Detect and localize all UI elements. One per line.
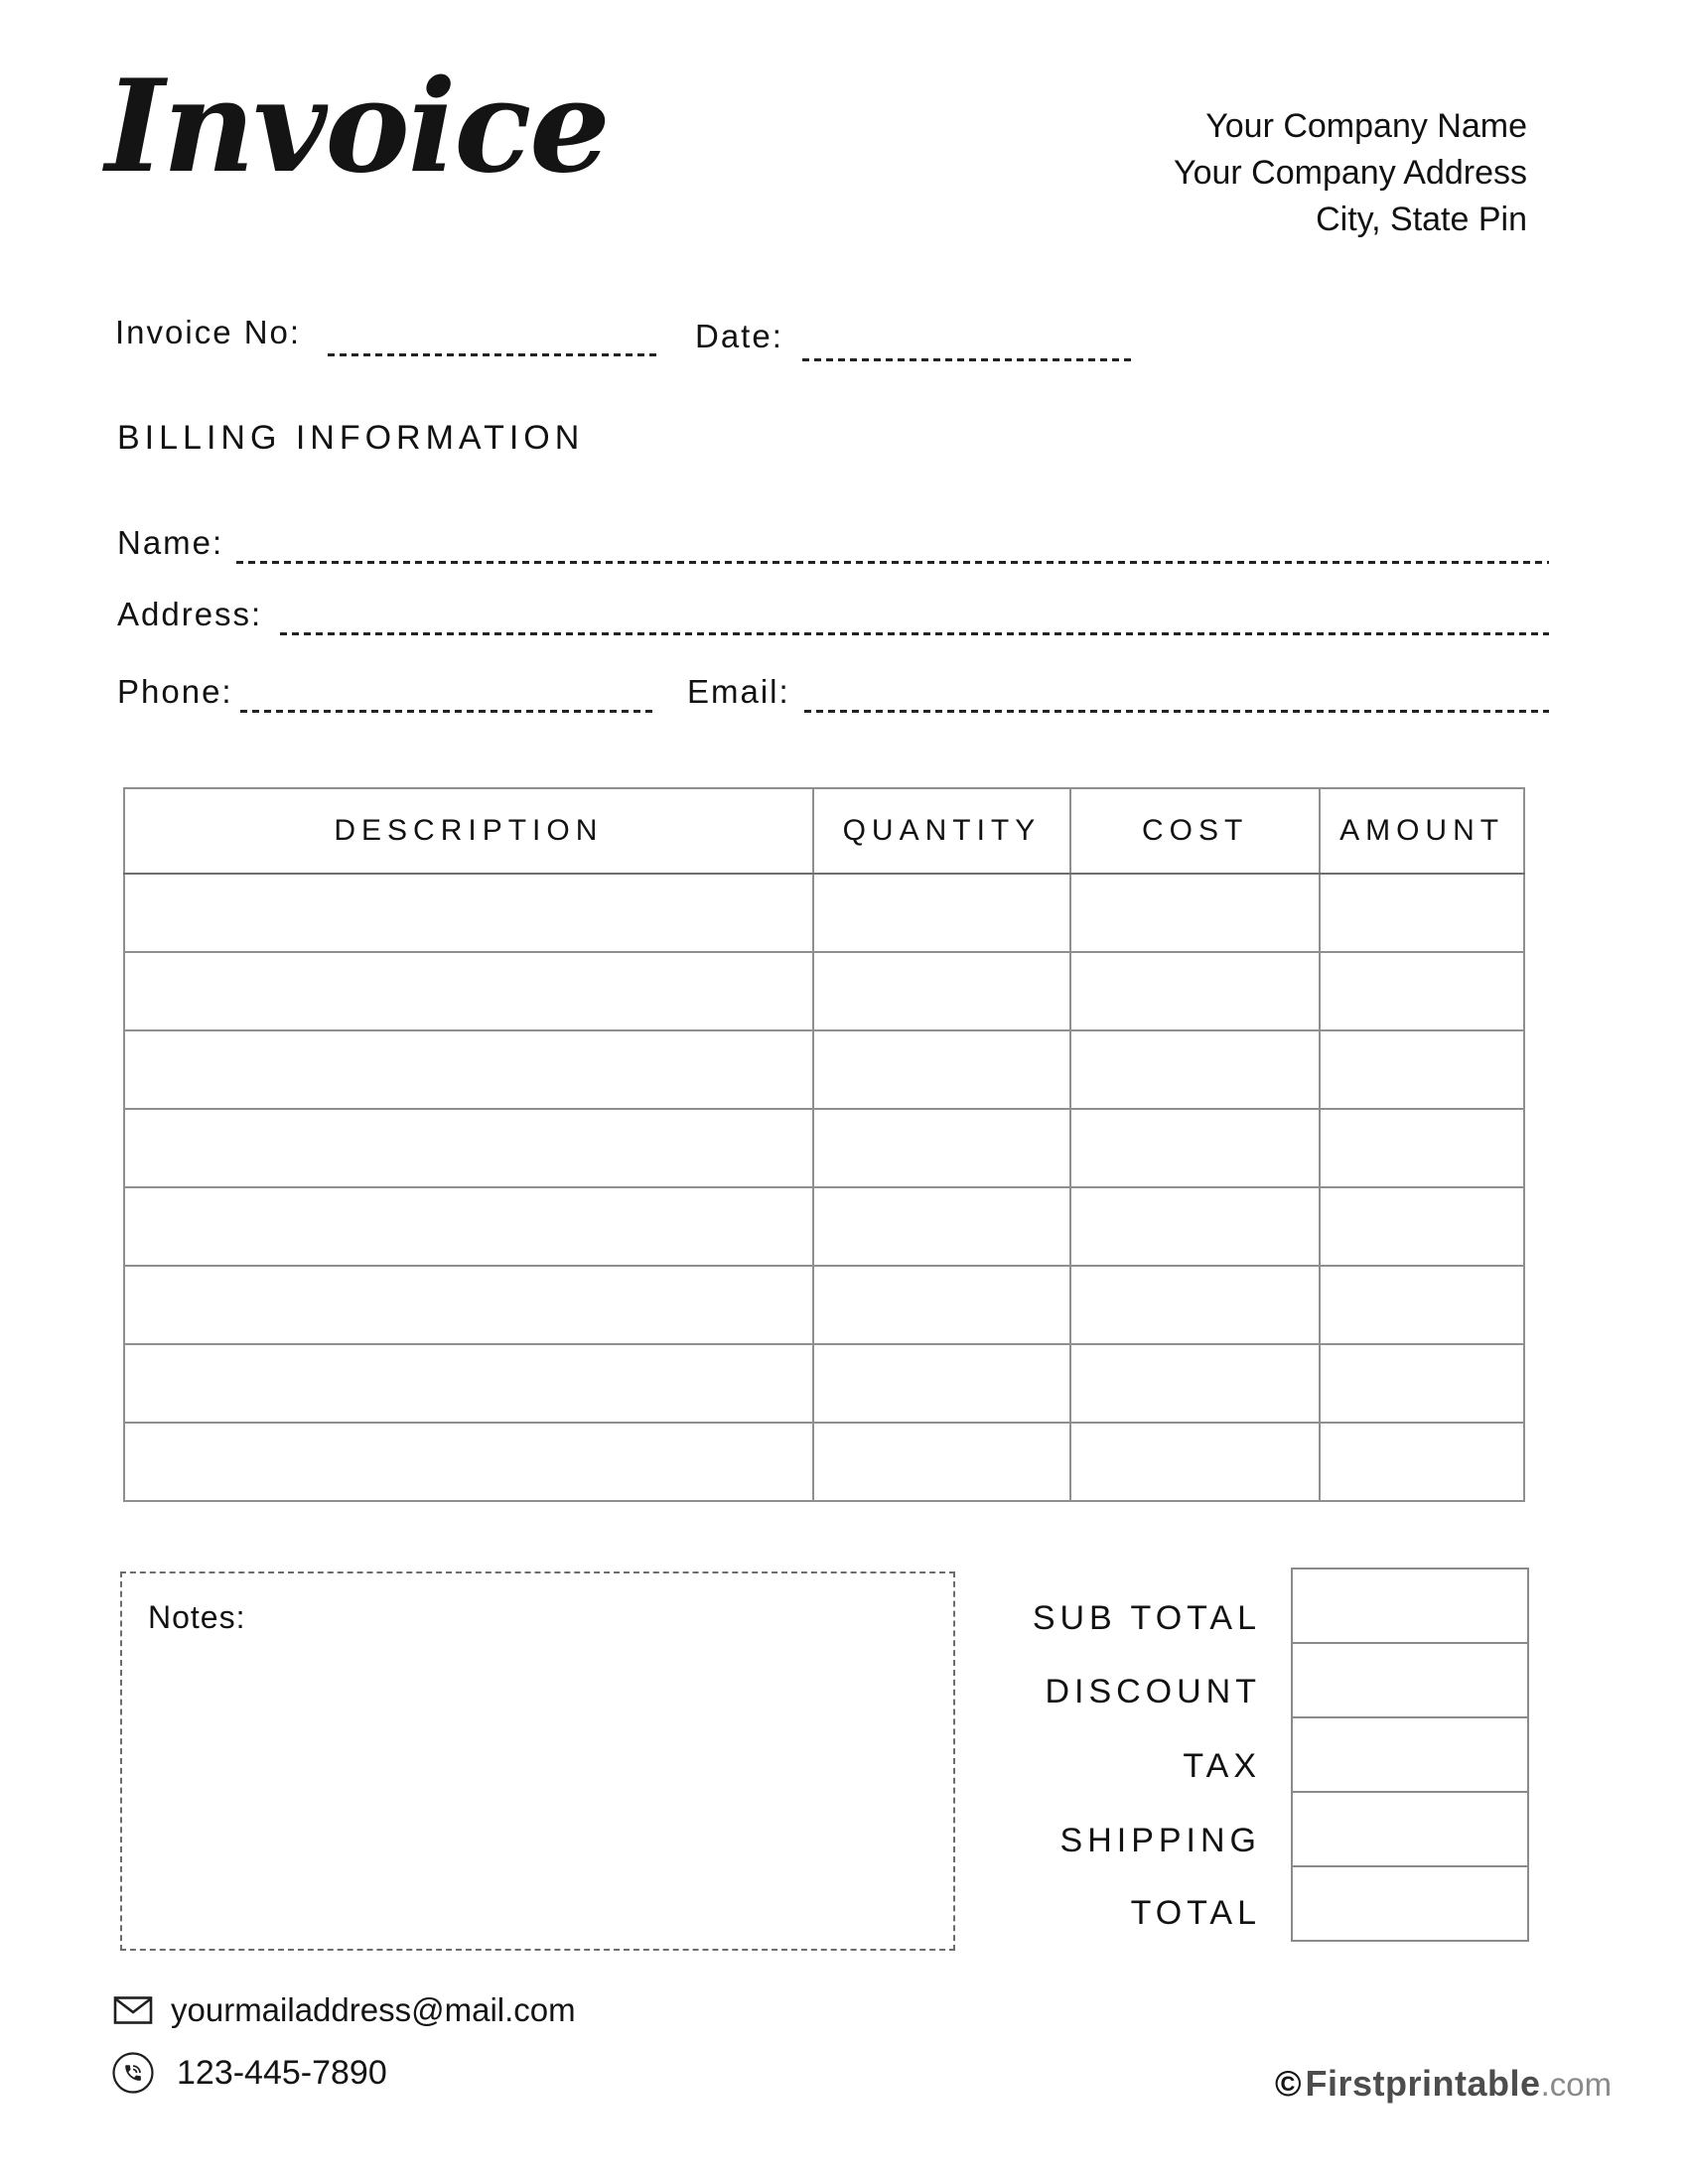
invoice-no-label: Invoice No: — [115, 314, 302, 350]
table-row — [124, 1187, 1524, 1266]
footer-email-row — [113, 1991, 576, 2029]
table-cell[interactable] — [124, 1109, 813, 1187]
total-value-box[interactable] — [1291, 1865, 1529, 1942]
brand-name: Firstprintable — [1305, 2063, 1541, 2104]
col-header-cost: COST — [1070, 788, 1320, 874]
copyright-icon: © — [1275, 2063, 1302, 2104]
table-cell[interactable] — [1070, 1266, 1320, 1344]
tax-label: TAX — [1183, 1747, 1261, 1785]
table-header-row — [124, 788, 1524, 874]
brand-credit — [1275, 2063, 1612, 2105]
table-cell[interactable] — [1070, 874, 1320, 952]
table-cell[interactable] — [813, 1030, 1070, 1109]
company-city: City, State Pin — [1316, 201, 1527, 238]
col-header-amount: AMOUNT — [1320, 788, 1524, 874]
phone-field[interactable] — [240, 669, 657, 713]
line-items-section — [123, 787, 1525, 1502]
discount-label: DISCOUNT — [1045, 1673, 1261, 1710]
table-cell[interactable] — [124, 952, 813, 1030]
table-cell[interactable] — [124, 1187, 813, 1266]
subtotal-label: SUB TOTAL — [1032, 1599, 1261, 1637]
totals-boxes-column — [1291, 1568, 1529, 1942]
email-label: Email: — [687, 673, 790, 710]
billing-information-heading: BILLING INFORMATION — [117, 419, 585, 457]
table-cell[interactable] — [1070, 1187, 1320, 1266]
table-cell[interactable] — [1070, 1423, 1320, 1501]
table-cell[interactable] — [1320, 1423, 1524, 1501]
table-row — [124, 1344, 1524, 1423]
table-cell[interactable] — [124, 1344, 813, 1423]
date-field[interactable] — [802, 318, 1132, 361]
table-row — [124, 1423, 1524, 1501]
table-cell[interactable] — [1320, 1030, 1524, 1109]
table-row — [124, 874, 1524, 952]
table-cell[interactable] — [1320, 1266, 1524, 1344]
table-cell[interactable] — [1320, 1109, 1524, 1187]
name-label: Name: — [117, 524, 224, 561]
table-cell[interactable] — [124, 1423, 813, 1501]
phone-icon — [111, 2051, 155, 2095]
table-cell[interactable] — [813, 1344, 1070, 1423]
company-address: Your Company Address — [1174, 154, 1527, 192]
table-cell[interactable] — [813, 1423, 1070, 1501]
table-cell[interactable] — [1070, 1030, 1320, 1109]
tax-value-box[interactable] — [1291, 1716, 1529, 1793]
envelope-icon — [113, 1995, 153, 2025]
shipping-label: SHIPPING — [1059, 1822, 1261, 1859]
table-row — [124, 1030, 1524, 1109]
table-cell[interactable] — [1320, 874, 1524, 952]
page-title: Invoice — [105, 53, 609, 202]
col-header-quantity: QUANTITY — [813, 788, 1070, 874]
address-label: Address: — [117, 596, 263, 632]
table-cell[interactable] — [813, 1187, 1070, 1266]
company-name: Your Company Name — [1205, 107, 1527, 145]
table-cell[interactable] — [813, 1109, 1070, 1187]
table-cell[interactable] — [1070, 1109, 1320, 1187]
col-header-description: DESCRIPTION — [124, 788, 813, 874]
company-info-block — [1174, 103, 1527, 243]
table-cell[interactable] — [1320, 952, 1524, 1030]
notes-value-area[interactable] — [148, 1651, 933, 1933]
footer-email-text: yourmailaddress@mail.com — [171, 1991, 576, 2028]
table-cell[interactable] — [1070, 952, 1320, 1030]
footer-phone-text: 123-445-7890 — [177, 2053, 387, 2092]
discount-value-box[interactable] — [1291, 1642, 1529, 1718]
table-cell[interactable] — [1070, 1344, 1320, 1423]
notes-box[interactable] — [120, 1571, 955, 1951]
table-cell[interactable] — [813, 1266, 1070, 1344]
table-cell[interactable] — [1320, 1344, 1524, 1423]
table-cell[interactable] — [124, 1266, 813, 1344]
email-field[interactable] — [804, 669, 1549, 713]
phone-label: Phone: — [117, 673, 233, 710]
line-items-table — [123, 787, 1525, 1502]
table-cell[interactable] — [813, 874, 1070, 952]
table-row — [124, 1266, 1524, 1344]
notes-label: Notes: — [148, 1599, 246, 1635]
table-cell[interactable] — [813, 952, 1070, 1030]
invoice-no-field[interactable] — [328, 313, 657, 356]
address-field[interactable] — [280, 592, 1549, 635]
total-label: TOTAL — [1130, 1894, 1261, 1932]
table-row — [124, 1109, 1524, 1187]
date-label: Date: — [695, 318, 783, 354]
subtotal-value-box[interactable] — [1291, 1568, 1529, 1644]
invoice-table-body — [124, 874, 1524, 1501]
table-cell[interactable] — [124, 1030, 813, 1109]
table-row — [124, 952, 1524, 1030]
shipping-value-box[interactable] — [1291, 1791, 1529, 1867]
footer-phone-row — [111, 2051, 387, 2095]
name-field[interactable] — [236, 520, 1549, 564]
table-cell[interactable] — [124, 874, 813, 952]
table-cell[interactable] — [1320, 1187, 1524, 1266]
brand-tld: .com — [1540, 2066, 1613, 2103]
